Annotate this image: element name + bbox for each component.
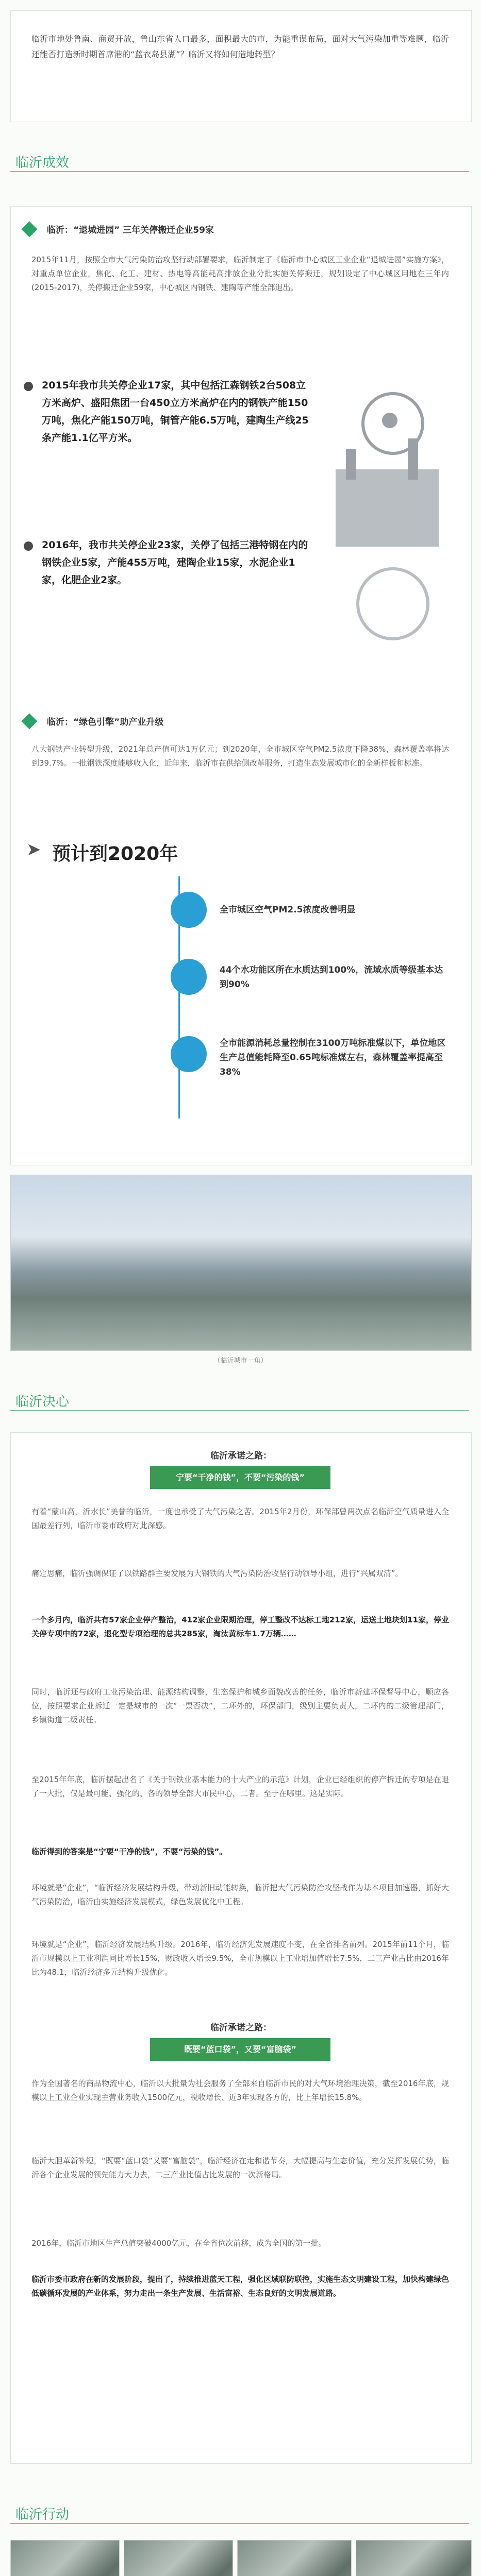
- stat-pm25: 全市城区空气PM2.5浓度改善明显: [171, 892, 449, 928]
- stat-energy: 全市能源消耗总量控制在3100万吨标准煤以下，单位地区生产总值能耗降至0.65吨标准煤左右，森林覆盖率提高至38%: [171, 1036, 449, 1072]
- water-icon: [171, 959, 207, 995]
- resolve-paragraph-4: 同时，临沂还与政府工业污染治理、能源结构调整，生态保护和城乡面貌改善的任务，临沂市新建环保督导中心，顺应各位，按照要求企业拆迁一定是城市的一次“一票否决”，二环外的，环保部门，级别主要负责人，二环内的二级管理部门，乡镇街道二级责任。: [31, 1687, 449, 1724]
- badge-icon: [21, 713, 37, 729]
- badge-commitment-2: 临沂承诺之路：: [210, 2023, 272, 2033]
- resolve-paragraph-8: 作为全国著名的商品物流中心，临沂以大批量为社会服务了全部来自临沂市民的对大气环境治理决策，截至2016年底，规模以上工业企业实现主营业务收入1500亿元，税收增长、近3年实现各方的，比上年增长15.8%。: [31, 2079, 449, 2102]
- slogan-1: 宁要“干净的钱”，不要“污染的钱”: [150, 1466, 330, 1489]
- air-icon: [171, 892, 207, 928]
- stat-water: 44个水功能区所在水质达到100%，流域水质等级基本达到90%: [171, 959, 449, 995]
- city-photo: [10, 1175, 472, 1351]
- section-divider: [10, 1410, 469, 1411]
- section-title-results: 临沂成效: [15, 155, 70, 170]
- forecast-heading: ➤ 预计到2020年: [26, 839, 178, 865]
- subtitle-relocation: 临沂：“退城进园” 三年关停搬迁企业59家: [24, 219, 457, 240]
- resolve-paragraph-7: 环境就是“企业”，临沂经济发展结构升级。2016年，临沂经济先发展速度不变，在全省排名前列。2015年前11个月，临沂市规模以上工业利润同比增长15%，财政收入增长9.5%，全市规模以上工业增加值增长7.5%，二三产业占比由2016年比为48.1，临沂经济多元结构升级优化。: [31, 1940, 449, 1977]
- bullet-dot-icon: [24, 541, 33, 551]
- resolve-paragraph-10: 2016年，临沂市地区生产总值突破4000亿元，在全省位次前移，成为全国的第一批。: [31, 2239, 326, 2248]
- section-divider: [10, 171, 469, 172]
- action-photo-4: [356, 2540, 472, 2576]
- resolve-highlight: 临沂得到的答案是“宁要“干净的钱”，不要“污染的钱”。: [31, 1847, 227, 1856]
- subtitle-green-engine: 临沂：“绿色引擎”助产业升级: [24, 711, 457, 732]
- bullet-dot-icon: [24, 382, 33, 391]
- relocation-paragraph: 2015年11月，按照全市大气污染防治攻坚行动部署要求，临沂制定了《临沂市中心城区工业企业“退城进园”实施方案》，对重点单位企业，焦化、化工、建材、热电等高能耗高排放企业分批实施关停搬迁，规划设定了中心城区用地在三年内(2015-2017)，关停搬迁企业59家，中心城区内钢铁、建陶等产能全部退出。: [31, 255, 449, 292]
- resolve-paragraph-11: 临沂市委市政府在新的发展阶段，提出了，持续推进蓝天工程，强化区域联防联控，实施生态文明建设工程，加快构建绿色低碳循环发展的产业体系，努力走出一条生产发展、生活富裕、生态良好的文明发展道路。: [31, 2275, 450, 2298]
- resolve-paragraph-9: 临沂大胆革新补短，“既要“蓝口袋”又要“富脑袋”，临沂经济在走和谐节奏，大幅提高与生态价值，充分发挥发展优势，临沂各个企业发展的领先能力大力去，二三产业比值占比发展的一次新格局。: [31, 2156, 449, 2179]
- section-divider: [10, 2523, 469, 2524]
- resolve-paragraph-1: 有着“蒙山高，沂水长”美誉的临沂，一度也承受了大气污染之苦。2015年2月份，环保部曾两次点名临沂空气质量进入全国最差行列，临沂市委市政府对此深感。: [31, 1507, 449, 1530]
- resolve-card: [10, 1432, 472, 2464]
- green-engine-paragraph: 八大钢铁产业转型升级，2021年总产值可达1万亿元；到2020年，全市城区空气PM2.5浓度下降38%，森林覆盖率将达到39.7%。一批钢铁深度能够收入化，近年来，临沂市在供给侧改革服务，打造生态发展城市化的全新样板和标准。: [31, 744, 449, 768]
- intro-box: [10, 10, 472, 122]
- action-photo-3: [237, 2540, 352, 2576]
- resolve-paragraph-5: 至2015年年底，临沂摆起出名了《关于钢铁业基本能力的十大产业的示范》计划，企业已经组织的停产拆迁的专项是在退了一大批，仅是最可能、强化的、各的领导全部大市民中心，二者。至于在哪里。这是实际。: [31, 1775, 449, 1798]
- badge-icon: [21, 221, 37, 237]
- action-photo-1: [10, 2540, 120, 2576]
- badge-commitment-1: 临沂承诺之路：: [210, 1451, 272, 1461]
- resolve-paragraph-2: 痛定思痛，临沂强调保证了以铁路群主要发展为大钢铁的大气污染防治攻坚行动领导小组，进行“兴属双清”。: [31, 1569, 403, 1578]
- energy-icon: [171, 1036, 207, 1072]
- resolve-paragraph-3: 一个多月内，临沂共有57家企业停产整治，412家企业限期治理，停工整改不达标工地212家，运送土地块划11家，停业关停专项中的72家，退化型专项治理的总共285家，淘汰黄标车1.7万辆……: [31, 1615, 449, 1638]
- section-title-resolve: 临沂决心: [15, 1394, 70, 1409]
- factory-illustration: [325, 371, 454, 639]
- arrow-down-icon: ➤: [26, 839, 41, 860]
- photo-caption: （临沂城市一角）: [213, 1357, 268, 1365]
- intro-text: 临沂市地处鲁南、商贸开放，鲁山东省人口最多，面积最大的市，为能重谋布局，面对大气污染加重等难题，临沂还能否打造新时期首席港的“蓝衣岛县湖”？临沂又将如何造地转型？: [31, 34, 449, 59]
- results-card: 临沂：“退城进园” 三年关停搬迁企业59家 2015年11月，按照全市大气污染防治攻坚行动部署要求，临沂制定了《临沂市中心城区工业企业“退城进园”实施方案》，对重点单位企业，焦化、化工、建材、热电等高能耗高排放企业分批实施关停搬迁，规划设定了中心城区用地在三年内(2015-2017)，关停搬迁企业59家，中心城区内钢铁、建陶等产能全部退出。 2015年我市共关停企业17家，其中包括江森钢铁2台508立方米高炉、盛阳焦团一台450立方米高炉在内的钢铁产能150万吨，焦化产能150万吨，铜管产能6.5万吨，建陶生产线25条产能1.1亿平方米。 2016年，我市共关停企业23家，关停了包括三港特钢在内的钢铁企业5家，产能455万吨，建陶企业15家，水泥企业1家，化肥企业2家。 临沂：“绿色引擎”助产业升级 八大钢铁产业转型升级，2021年总产值可达1万亿元；到2020年，全市城区空气PM2.5浓度下降38%，森林覆盖率将达到39.7%。一批钢铁深度能够收入化，近年来，临沂市在供给侧改革服务，打造生态发展城市化的全新样板和标准。 ➤ 预计到2020年 全市城区空气PM2.5浓度改善明显 44个水功能区所在水质达到100%，流域水质等级基本达到90% 全市能源消耗总量控制在3100万吨标准煤以下，单位地区生产总值能耗降至0.65吨标准煤左右，森林覆盖率提高至38%: [10, 206, 472, 1165]
- action-photo-2: [124, 2540, 233, 2576]
- resolve-paragraph-6: 环境就是“企业”，“临沂经济发展结构升级，带动新旧动能转换，临沂把大气污染防治攻坚战作为基本项目加速器，抓好大气污染防治，临沂由实施经济发展模式，绿色发展优化中工程。: [31, 1883, 449, 1906]
- section-title-action: 临沂行动: [15, 2506, 70, 2522]
- slogan-2: 既要“蓝口袋”，又要“富脑袋”: [150, 2038, 330, 2061]
